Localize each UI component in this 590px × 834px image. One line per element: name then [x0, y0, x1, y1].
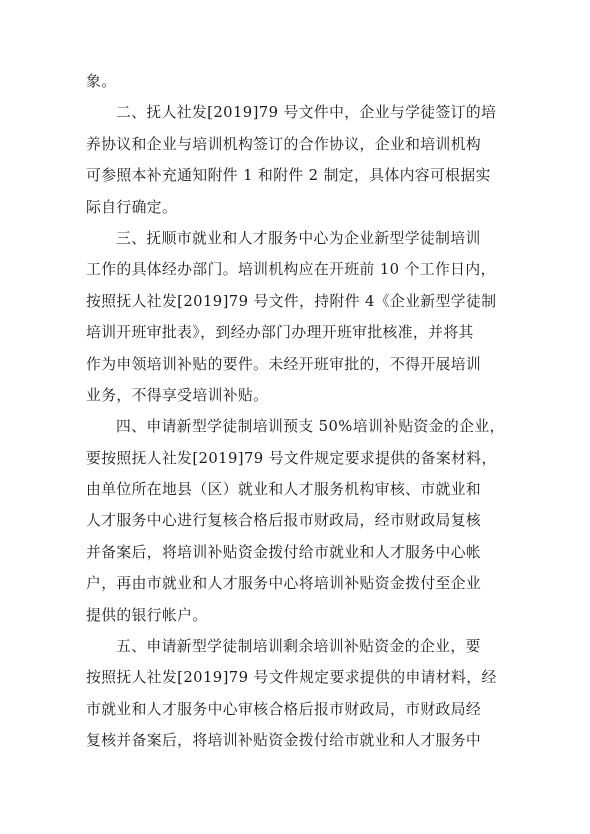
text-line: 作为申领培训补贴的要件。未经开班审批的，不得开展培训	[86, 355, 482, 373]
paragraph-4-start: 四、申请新型学徒制培训预支 50%培训补贴资金的企业，	[116, 418, 505, 436]
text-line: 按照抚人社发[2019]79 号文件，持附件 4《企业新型学徒制	[86, 292, 497, 310]
text-line: 工作的具体经办部门。培训机构应在开班前 10 个工作日内，	[86, 261, 496, 279]
text-line: 由单位所在地县（区）就业和人才服务机构审核、市就业和	[86, 481, 482, 499]
text-line: 市就业和人才服务中心审核合格后报市财政局，市财政局经	[86, 700, 482, 718]
text-line: 象。	[86, 73, 117, 90]
text-line: 可参照本补充通知附件 1 和附件 2 制定，具体内容可根据实	[86, 167, 491, 185]
text-line: 际自行确定。	[86, 198, 178, 216]
text-line: 提供的银行帐户。	[86, 606, 208, 624]
text-line: 户，再由市就业和人才服务中心将培训补贴资金拨付至企业	[86, 575, 482, 593]
paragraph-3-start: 三、抚顺市就业和人才服务中心为企业新型学徒制培训	[116, 229, 481, 247]
text-line: 并备案后，将培训补贴资金拨付给市就业和人才服务中心帐	[86, 543, 482, 561]
text-line: 复核并备案后，将培训补贴资金拨付给市就业和人才服务中	[86, 732, 482, 750]
document-page	[86, 66, 512, 757]
text-line: 要按照抚人社发[2019]79 号文件规定要求提供的备案材料，	[86, 449, 497, 467]
text-line: 按照抚人社发[2019]79 号文件规定要求提供的申请材料，经	[86, 669, 497, 687]
text-line: 养协议和企业与培训机构签订的合作协议，企业和培训机构	[86, 135, 482, 153]
paragraph-5-start: 五、申请新型学徒制培训剩余培训补贴资金的企业，要	[116, 638, 481, 656]
text-line: 培训开班审批表》，到经办部门办理开班审批核准，并将其	[86, 324, 474, 342]
text-line: 业务，不得享受培训补贴。	[86, 386, 269, 404]
paragraph-2-start: 二、抚人社发[2019]79 号文件中，企业与学徒签订的培	[116, 104, 497, 122]
text-line: 人才服务中心进行复核合格后报市财政局，经市财政局复核	[86, 512, 482, 530]
